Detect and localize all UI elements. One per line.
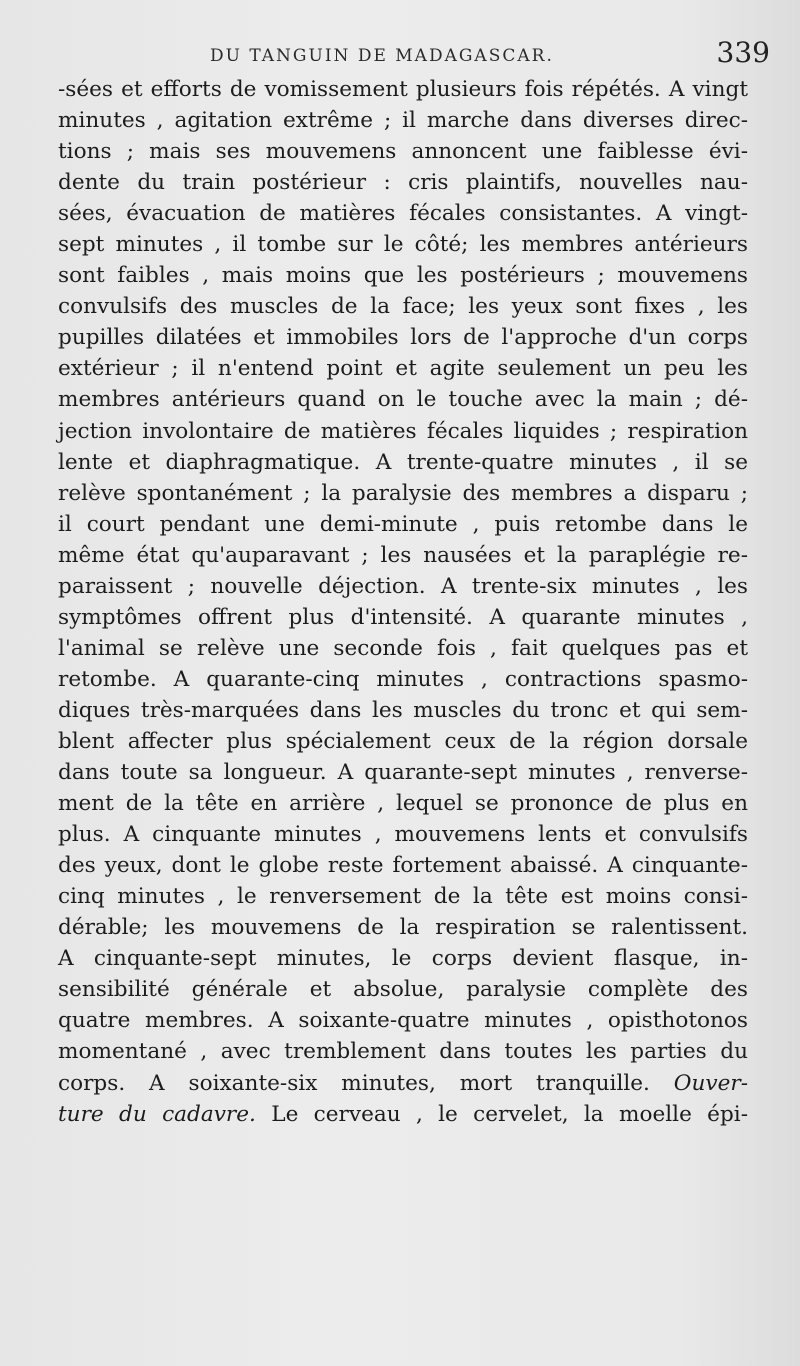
text-line: sept minutes , il tombe sur le côté; les membres antérieurs — [58, 232, 748, 258]
text-line: il court pendant une demi-minute , puis retombe dans le — [58, 511, 748, 537]
text-line: symptômes offrent plus d'intensité. A quarante minutes , — [58, 604, 748, 630]
text-segment: Le cerveau , le cervelet, la moelle épi- — [255, 1101, 748, 1127]
text-line: dans toute sa longueur. A quarante-sept minutes , renverse- — [58, 760, 748, 786]
text-line: relève spontanément ; la paralysie des membres a disparu ; — [58, 480, 748, 506]
text-line: sensibilité générale et absolue, paralysie complète des — [58, 977, 748, 1003]
text-line: cinq minutes , le renversement de la tête est moins consi- — [58, 884, 748, 910]
text-line: pupilles dilatées et immobiles lors de l'approche d'un corps — [58, 325, 748, 351]
body-text — [58, 74, 748, 1130]
text-line: membres antérieurs quand on le touche avec la main ; dé- — [58, 387, 748, 413]
text-line: convulsifs des muscles de la face; les yeux sont fixes , les — [58, 294, 748, 320]
page-number: 339 — [716, 36, 770, 69]
text-line: sées, évacuation de matières fécales consistantes. A vingt- — [58, 201, 748, 227]
text-line: lente et diaphragmatique. A trente-quatre minutes , il se — [58, 449, 748, 475]
text-line: sont faibles , mais moins que les postérieurs ; mouvemens — [58, 263, 748, 289]
text-line: paraissent ; nouvelle déjection. A trente-six minutes , les — [58, 573, 748, 599]
italic-phrase: ture du cadavre. — [58, 1101, 256, 1127]
text-line: même état qu'auparavant ; les nausées et la paraplégie re- — [58, 542, 748, 568]
text-line: retombe. A quarante-cinq minutes , contractions spasmo- — [58, 666, 748, 692]
text-line: l'animal se relève une seconde fois , fait quelques pas et — [58, 635, 748, 661]
text-line: momentané , avec tremblement dans toutes les parties du — [58, 1039, 748, 1065]
text-line: plus. A cinquante minutes , mouvemens lents et convulsifs — [58, 822, 748, 848]
text-line: -sées et efforts de vomissement plusieurs fois répétés. A vingt — [58, 77, 748, 102]
text-line: dente du train postérieur : cris plaintifs, nouvelles nau- — [58, 170, 748, 196]
text-line: quatre membres. A soixante-quatre minutes , opisthotonos — [58, 1008, 748, 1034]
italic-phrase: Ouver- — [673, 1070, 748, 1096]
text-line: extérieur ; il n'entend point et agite seulement un peu les — [58, 356, 748, 382]
text-line: blent affecter plus spécialement ceux de la région dorsale — [58, 728, 748, 754]
text-line: dérable; les mouvemens de la respiration se ralentissent. — [58, 915, 748, 941]
text-line — [58, 1068, 748, 1099]
text-line: A cinquante-sept minutes, le corps devient flasque, in- — [58, 946, 748, 972]
page-header — [58, 36, 770, 76]
text-line: des yeux, dont le globe reste fortement abaissé. A cinquante- — [58, 853, 748, 879]
running-head: DU TANGUIN DE MADAGASCAR. — [210, 46, 554, 66]
text-line: tions ; mais ses mouvemens annoncent une faiblesse évi- — [58, 139, 748, 165]
text-line: jection involontaire de matières fécales liquides ; respiration — [58, 418, 748, 444]
text-segment: corps. A soixante-six minutes, mort tranquille. — [58, 1070, 650, 1096]
text-line: ment de la tête en arrière , lequel se prononce de plus en — [58, 791, 748, 817]
text-line: minutes , agitation extrême ; il marche dans diverses direc- — [58, 108, 748, 134]
text-line — [58, 1099, 748, 1130]
text-line: diques très-marquées dans les muscles du tronc et qui sem- — [58, 697, 748, 723]
